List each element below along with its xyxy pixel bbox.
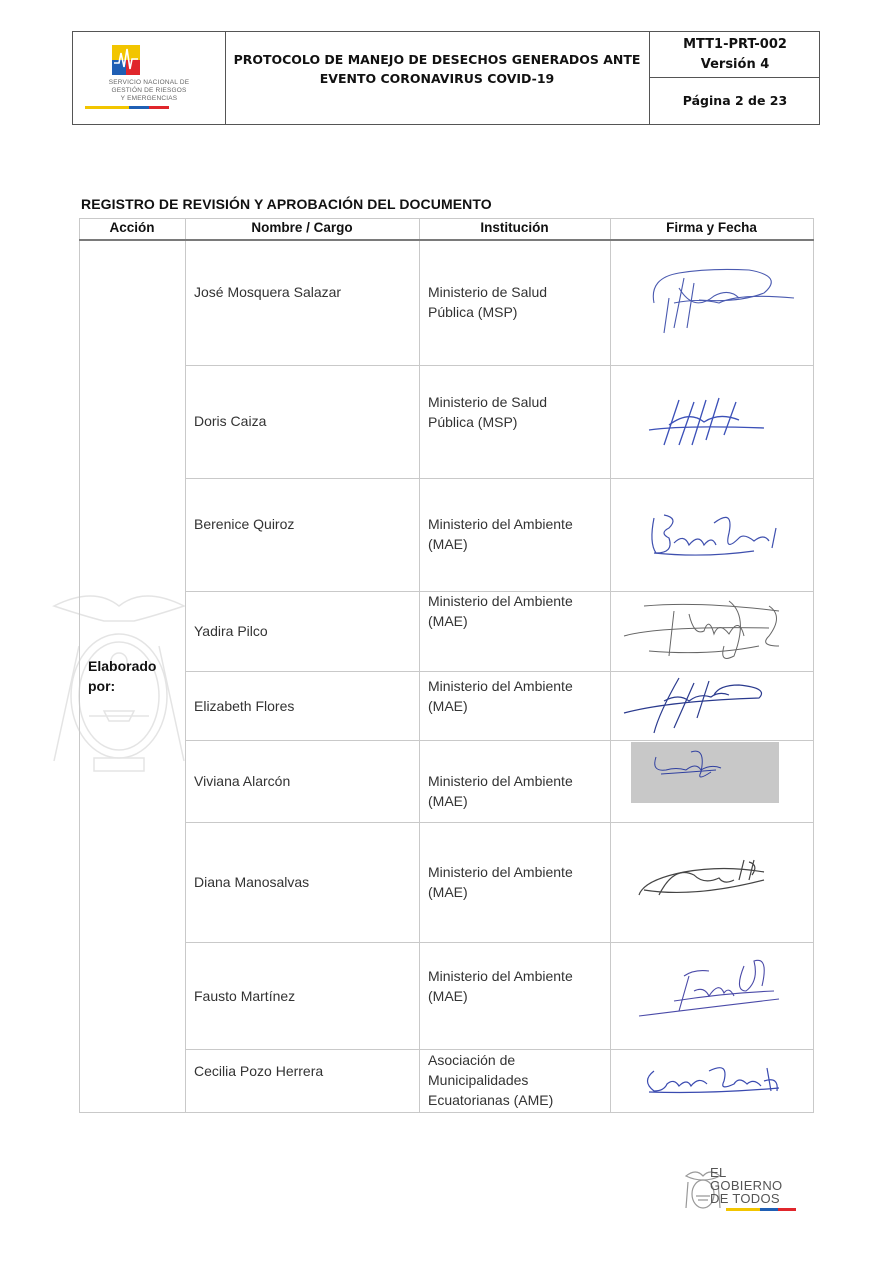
row-divider xyxy=(185,822,814,823)
column-divider xyxy=(610,218,611,1113)
signature-scribble xyxy=(631,742,779,803)
column-header-accion: Acción xyxy=(109,220,155,235)
row-divider xyxy=(185,671,814,672)
logo-line: GESTIÓN DE RIESGOS xyxy=(111,87,187,94)
institution xyxy=(428,282,547,322)
institution-line: Ministerio de Salud xyxy=(428,394,548,410)
approval-table xyxy=(79,218,814,1113)
code-cell xyxy=(650,32,820,78)
person-name: Yadira Pilco xyxy=(194,623,268,639)
person-name: Berenice Quiroz xyxy=(194,516,295,532)
column-header-firma: Firma y Fecha xyxy=(666,220,757,235)
signature-image xyxy=(639,1056,789,1101)
institution-line: Asociación de xyxy=(428,1052,516,1068)
institution-line: (MAE) xyxy=(428,884,468,900)
institution xyxy=(428,591,573,631)
row-divider xyxy=(185,942,814,943)
institution xyxy=(428,862,573,902)
institution-line: Ministerio de Salud xyxy=(428,284,548,300)
person-name: Diana Manosalvas xyxy=(194,874,310,890)
person-name: Doris Caiza xyxy=(194,413,267,429)
footer-color-bar xyxy=(726,1208,796,1211)
footer-line: DE TODOS xyxy=(710,1191,780,1206)
column-header-institucion: Institución xyxy=(480,220,549,235)
footer-logo-text xyxy=(710,1166,782,1205)
signature-image xyxy=(639,258,799,338)
row-divider xyxy=(185,365,814,366)
logo-color-bar xyxy=(85,106,169,109)
code: MTT1-PRT-002 xyxy=(683,37,787,52)
institution xyxy=(428,1050,553,1110)
institution xyxy=(428,966,573,1006)
institution-line: Ministerio del Ambiente xyxy=(428,593,573,609)
row-divider xyxy=(185,740,814,741)
action-line: Elaborado xyxy=(88,658,157,674)
signature-image xyxy=(631,742,779,803)
table-border-bottom xyxy=(79,1112,814,1113)
institution-line: Municipalidades xyxy=(428,1072,529,1088)
institution xyxy=(428,771,573,811)
institution-line: Pública (MSP) xyxy=(428,304,518,320)
column-divider xyxy=(419,218,420,1113)
title-line: EVENTO CORONAVIRUS COVID-19 xyxy=(319,71,555,86)
page-cell xyxy=(650,78,820,124)
institution xyxy=(428,514,573,554)
logo-line: Y EMERGENCIAS xyxy=(120,95,178,102)
institution-line: Pública (MSP) xyxy=(428,414,518,430)
footer-logo xyxy=(684,1166,799,1214)
footer-line: GOBIERNO xyxy=(710,1178,783,1193)
institution-line: Ministerio del Ambiente xyxy=(428,968,573,984)
column-divider xyxy=(185,218,186,1113)
institution-line: (MAE) xyxy=(428,793,468,809)
signature-image xyxy=(644,503,784,563)
institution-line: (MAE) xyxy=(428,536,468,552)
signature-image xyxy=(619,596,794,666)
title-cell xyxy=(225,32,650,124)
institution xyxy=(428,392,547,432)
header-separator xyxy=(79,239,814,241)
institution-line: Ministerio del Ambiente xyxy=(428,678,573,694)
institution-line: (MAE) xyxy=(428,988,468,1004)
document-title xyxy=(233,50,641,88)
action-line: por: xyxy=(88,678,116,694)
institution-line: Ministerio del Ambiente xyxy=(428,773,573,789)
institution-line: (MAE) xyxy=(428,698,468,714)
document-header xyxy=(72,31,820,125)
signature-image xyxy=(619,673,769,738)
person-name: Cecilia Pozo Herrera xyxy=(194,1063,324,1079)
title-line: PROTOCOLO DE MANEJO DE DESECHOS GENERADOS ANTE xyxy=(233,52,641,67)
version: Versión 4 xyxy=(700,57,770,72)
sngre-logo-icon xyxy=(112,45,140,75)
logo-cell xyxy=(73,32,226,124)
signature-image xyxy=(634,850,774,905)
logo-line: SERVICIO NACIONAL DE xyxy=(108,79,190,86)
person-name: Viviana Alarcón xyxy=(194,773,291,789)
signature-image xyxy=(644,390,774,455)
section-title: REGISTRO DE REVISIÓN Y APROBACIÓN DEL DOCUMENTO xyxy=(81,196,492,212)
institution-line: (MAE) xyxy=(428,613,468,629)
person-name: Fausto Martínez xyxy=(194,988,296,1004)
footer-line: EL xyxy=(710,1165,727,1180)
document-code xyxy=(650,35,820,75)
action-label xyxy=(88,656,156,696)
logo-text xyxy=(73,79,225,103)
column-divider xyxy=(79,218,80,1113)
page-number: Página 2 de 23 xyxy=(682,93,788,108)
column-header-nombre: Nombre / Cargo xyxy=(251,220,353,235)
institution-line: Ministerio del Ambiente xyxy=(428,864,573,880)
column-divider xyxy=(813,218,814,1113)
institution-line: Ministerio del Ambiente xyxy=(428,516,573,532)
institution xyxy=(428,676,573,716)
row-divider xyxy=(185,478,814,479)
person-name: José Mosquera Salazar xyxy=(194,284,342,300)
person-name: Elizabeth Flores xyxy=(194,698,295,714)
signature-image xyxy=(634,951,784,1031)
institution-line: Ecuatorianas (AME) xyxy=(428,1092,554,1108)
